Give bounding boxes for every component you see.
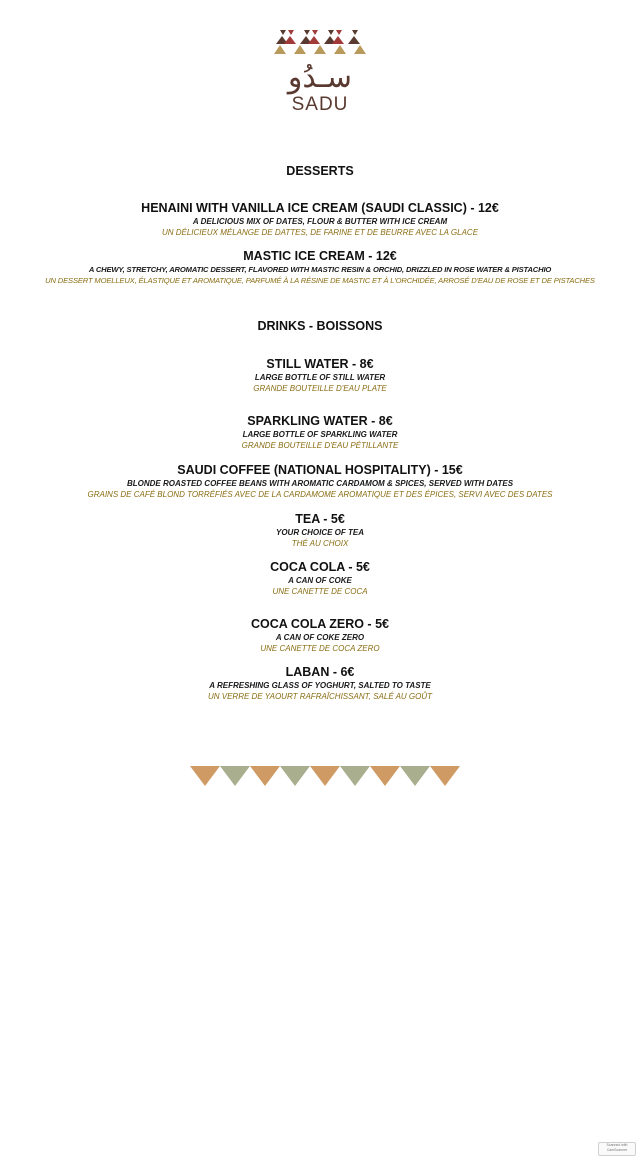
item-description-en: YOUR CHOICE OF TEA: [275, 528, 364, 537]
menu-item: [0, 616, 640, 654]
drinks-section-title: DRINKS - BOISSONS: [257, 319, 383, 333]
item-name: COCA COLA - 5€: [270, 560, 370, 574]
item-description-en: A REFRESHING GLASS OF YOGHURT, SALTED TO TASTE: [209, 681, 431, 690]
menu-item: [0, 200, 640, 238]
item-name: LABAN - 6€: [285, 665, 355, 679]
item-name: TEA - 5€: [295, 512, 345, 526]
item-name: MASTIC ICE CREAM - 12€: [243, 249, 397, 263]
menu-item: [0, 511, 640, 549]
menu-item: [0, 413, 640, 451]
item-description-fr: THÉ AU CHOIX: [291, 539, 349, 548]
menu-item: [0, 248, 640, 286]
brand-latin-name: SADU: [291, 94, 349, 115]
item-name: HENAINI WITH VANILLA ICE CREAM (SAUDI CLASSIC) - 12€: [141, 201, 499, 215]
item-name: STILL WATER - 8€: [266, 357, 374, 371]
sadu-pattern-icon: [274, 28, 366, 58]
triangle-pattern-icon: [190, 764, 464, 788]
item-description-en: A CHEWY, STRETCHY, AROMATIC DESSERT, FLAVORED WITH MASTIC RESIN & ORCHID, DRIZZLED IN ROSE WATER & PISTACHIO: [88, 265, 552, 274]
item-description-en: LARGE BOTTLE OF SPARKLING WATER: [242, 430, 398, 439]
item-name: SPARKLING WATER - 8€: [247, 414, 393, 428]
item-description-fr: UN DESSERT MOELLEUX, ÉLASTIQUE ET AROMATIQUE, PARFUMÉ À LA RÉSINE DE MASTIC ET À L'ORCHIDÉE, ARROSÉ D'EAU DE ROSE ET DE PISTACHES: [45, 276, 595, 285]
item-description-en: A CAN OF COKE ZERO: [275, 633, 365, 642]
item-description-fr: UNE CANETTE DE COCA ZERO: [260, 644, 380, 653]
item-description-fr: UNE CANETTE DE COCA: [272, 587, 368, 596]
desserts-section-title: DESSERTS: [286, 164, 354, 178]
item-description-fr: GRAINS DE CAFÉ BLOND TORRÉFIÉS AVEC DE LA CARDAMOME AROMATIQUE ET DES ÉPICES, SERVI AVEC DES DATES: [87, 490, 553, 499]
menu-item: [0, 462, 640, 500]
restaurant-logo: [0, 28, 640, 116]
scanner-watermark: Scanned with CamScanner: [598, 1142, 636, 1156]
item-description-en: LARGE BOTTLE OF STILL WATER: [254, 373, 386, 382]
item-description-fr: GRANDE BOUTEILLE D'EAU PLATE: [253, 384, 387, 393]
item-name: SAUDI COFFEE (NATIONAL HOSPITALITY) - 15€: [177, 463, 463, 477]
item-description-fr: UN VERRE DE YAOURT RAFRAÎCHISSANT, SALÉ AU GOÛT: [207, 692, 433, 701]
menu-item: [0, 559, 640, 597]
item-description-en: BLONDE ROASTED COFFEE BEANS WITH AROMATIC CARDAMOM & SPICES, SERVED WITH DATES: [126, 479, 514, 488]
menu-item: [0, 356, 640, 394]
item-description-fr: UN DÉLICIEUX MÉLANGE DE DATTES, DE FARINE ET DE BEURRE AVEC LA GLACE: [161, 228, 479, 237]
item-description-en: A DELICIOUS MIX OF DATES, FLOUR & BUTTER WITH ICE CREAM: [192, 217, 448, 226]
brand-arabic-name: سـدُو: [287, 60, 353, 95]
item-description-fr: GRANDE BOUTEILLE D'EAU PÉTILLANTE: [241, 441, 399, 450]
item-name: COCA COLA ZERO - 5€: [251, 617, 389, 631]
menu-item: [0, 664, 640, 702]
item-description-en: A CAN OF COKE: [288, 576, 352, 585]
